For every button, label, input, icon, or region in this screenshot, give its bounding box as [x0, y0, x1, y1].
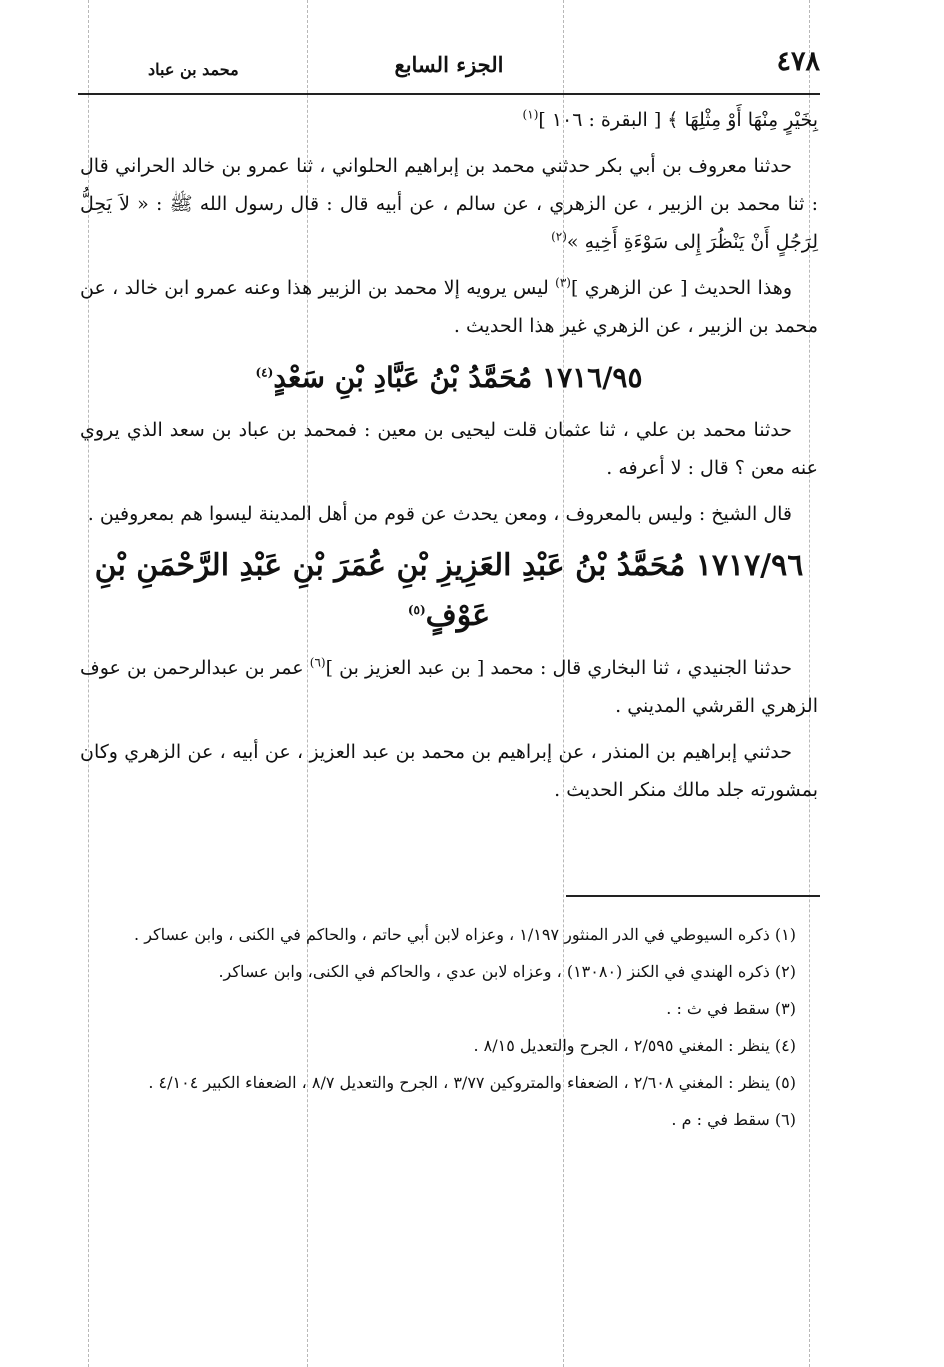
footnote-ref: (٢): [551, 229, 567, 244]
footnote-ref: (٣): [555, 275, 571, 290]
footnote-ref: (٤): [255, 365, 274, 380]
paragraph: قال الشيخ : وليس بالمعروف ، ومعن يحدث عن قوم من أهل المدينة ليسوا هم بمعروفين .: [87, 503, 792, 525]
footnote: (٣) سقط في ث : .: [666, 999, 796, 1018]
entry-heading: ١٧١٦/٩٥ مُحَمَّدُ بْنُ عَبَّادِ بْنِ سَعْدٍ$^{(٤)}$: [255, 361, 643, 394]
footnote-rule: [566, 895, 820, 897]
paragraph: حدثنا معروف بن أبي بكر حدثني محمد بن إبراهيم الحلواني ، ثنا عمرو بن خالد الحراني قال : ثنا محمد بن الزبير ، عن الزهري ، عن سالم ، عن أبيه قال : قال رسول الله ﷺ : « لاَ يَحِلُّ لِرَجُلٍ أَنْ يَنْظُرَ إِلى سَوْءَةِ أَخِيهِ »$^{(٢)}$: [80, 155, 818, 253]
footnote-ref: (٥): [407, 603, 426, 617]
footnote-ref: (٦): [309, 655, 326, 670]
running-title: محمد بن عباد: [148, 60, 239, 79]
entry-heading: ١٧١٧/٩٦ مُحَمَّدُ بْنُ عَبْدِ العَزِيزِ بْنِ عُمَرَ بْنِ عَبْدِ الرَّحْمَنِ بْنِ عَوْفٍ$^{(٥)}$: [94, 548, 804, 633]
footnote: (٤) ينظر : المغني ٢/٥٩٥ ، الجرح والتعديل ٨/١٥ .: [473, 1036, 796, 1055]
paragraph: حدثنا محمد بن علي ، ثنا عثمان قلت ليحيى بن معين : فمحمد بن عباد بن سعد الذي يروي عنه معن ؟ قال : لا أعرفه .: [80, 419, 818, 479]
paragraph: بِخَيْرٍ مِنْهَا أَوْ مِثْلِهَا ﴾ [ البقرة : ١٠٦ ]$^{(١)}$: [522, 107, 818, 131]
main-text: [80, 101, 818, 817]
footnote: (٦) سقط في : م .: [671, 1110, 796, 1129]
footnote: (٢) ذكره الهندي في الكنز (١٣٠٨٠) ، وعزاه لابن عدي ، والحاكم في الكنى، وابن عساكر.: [218, 962, 796, 981]
footnote: (٥) ينظر : المغني ٢/٦٠٨ ، الضعفاء والمتروكين ٣/٧٧ ، الجرح والتعديل ٨/٧ ، الضعفاء الكبير ٤/١٠٤ .: [148, 1073, 796, 1092]
paragraph: حدثني إبراهيم بن المنذر ، عن إبراهيم بن محمد بن عبد العزيز ، عن أبيه ، عن الزهري وكان بمشورته جلد مالك منكر الحديث .: [80, 741, 818, 801]
page-header: [78, 44, 820, 92]
footnote-ref: (١): [522, 107, 539, 122]
footnotes: [80, 918, 818, 1140]
part-title: الجزء السابع: [394, 52, 504, 77]
header-rule: [78, 93, 820, 95]
paragraph: حدثنا الجنيدي ، ثنا البخاري قال : محمد [ بن عبد العزيز بن ]$^{(٦)}$ عمر بن عبدالرحمن بن عوف الزهري القرشي المديني .: [80, 655, 818, 717]
paragraph: وهذا الحديث [ عن الزهري ]$^{(٣)}$ ليس يرويه إلا محمد بن الزبير هذا وعنه عمرو ابن خالد ، عن محمد بن الزبير ، عن الزهري غير هذا الحديث .: [80, 275, 818, 337]
page-number: ٤٧٨: [776, 46, 820, 77]
footnote: (١) ذكره السيوطي في الدر المنثور ١/١٩٧ ، وعزاه لابن أبي حاتم ، والحاكم في الكنى ، وابن عساكر .: [134, 925, 796, 944]
